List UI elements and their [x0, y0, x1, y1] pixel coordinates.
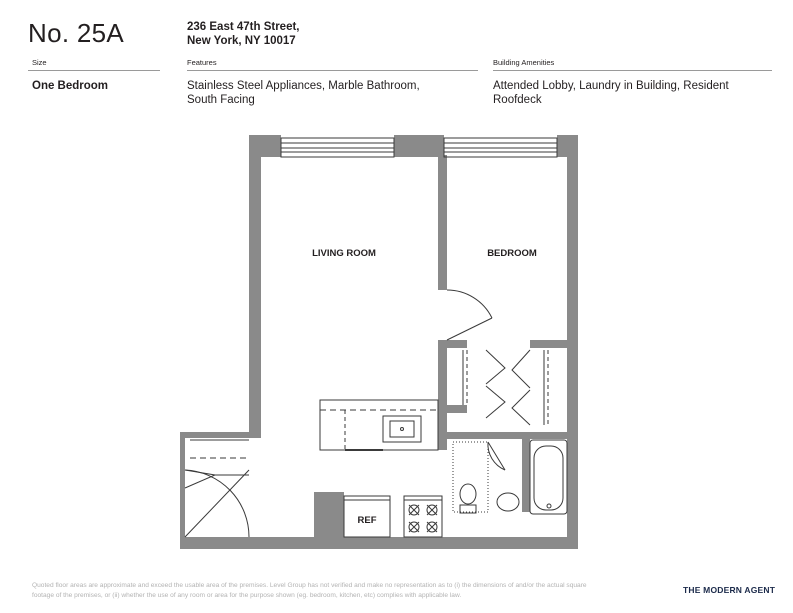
features-label: Features	[187, 58, 217, 67]
bathroom	[453, 440, 567, 514]
bedroom-label: BEDROOM	[487, 248, 537, 259]
size-label: Size	[32, 58, 47, 67]
disclaimer-line-1: Quoted floor areas are approximate and exceed the usable area of the premises. Level Group has not verified and make no representation as to (i) the dimensions of and/or the actual square	[32, 582, 587, 589]
disclaimer-line-2: footage of the premises, or (ii) whether the use of any room or area for the purpose shown (eg. bedroom, kitchen, etc) complies with applicable law.	[32, 591, 462, 599]
features-line-2: South Facing	[187, 93, 255, 106]
living-room-label: LIVING ROOM	[312, 248, 376, 259]
amenities-line-2: Roofdeck	[493, 93, 542, 106]
brand-logo: THE MODERN AGENT	[683, 585, 776, 595]
address-line-2: New York, NY 10017	[187, 35, 296, 47]
amenities-line-1: Attended Lobby, Laundry in Building, Resident	[493, 80, 729, 92]
bedroom-door	[447, 290, 492, 340]
amenities-label: Building Amenities	[493, 58, 555, 67]
unit-number: No. 25A	[28, 18, 125, 48]
disclaimer	[32, 581, 672, 600]
features-line-1: Stainless Steel Appliances, Marble Bathroom,	[187, 80, 420, 92]
walls	[180, 135, 578, 549]
size-value: One Bedroom	[32, 80, 109, 92]
ref-label: REF	[357, 515, 377, 526]
address-line-1: 236 East 47th Street,	[187, 21, 300, 33]
entry-closet	[185, 440, 249, 537]
closets	[463, 350, 548, 425]
